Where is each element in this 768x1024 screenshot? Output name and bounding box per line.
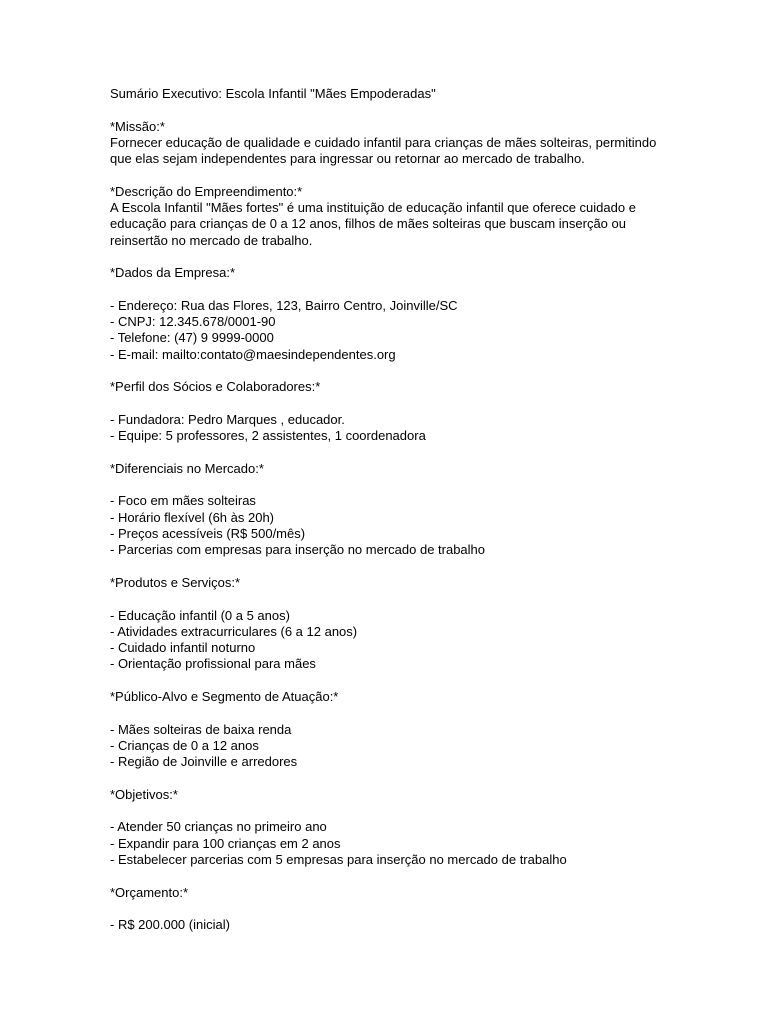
list-item: - Horário flexível (6h às 20h) <box>110 509 275 525</box>
list-dados <box>110 298 670 363</box>
spacer <box>110 445 670 461</box>
spacer <box>110 167 670 183</box>
document-page <box>110 86 670 933</box>
list-item-email: - E-mail: mailto:contato@maesindependentes.org <box>110 346 396 362</box>
list-item: - Atender 50 crianças no primeiro ano <box>110 819 327 835</box>
spacer <box>110 477 670 493</box>
spacer <box>110 396 670 412</box>
spacer <box>110 705 670 721</box>
spacer <box>110 363 670 379</box>
spacer <box>110 559 670 575</box>
section-heading-missao: *Missão:* <box>110 118 165 134</box>
list-item: - Foco em mães solteiras <box>110 493 256 509</box>
section-heading-dados: *Dados da Empresa:* <box>110 265 236 281</box>
list-produtos <box>110 608 670 673</box>
spacer <box>110 282 670 298</box>
list-item: - Região de Joinville e arredores <box>110 754 298 770</box>
spacer <box>110 868 670 884</box>
section-text-missao: Fornecer educação de qualidade e cuidado infantil para crianças de mães solteiras, permitindo que elas sejam independentes para ingressar ou retornar ao mercado de trabalho. <box>110 134 660 167</box>
list-item: - Cuidado infantil noturno <box>110 640 256 656</box>
list-item: - Fundadora: Pedro Marques , educador. <box>110 411 345 427</box>
section-heading-objetivos: *Objetivos:* <box>110 786 178 802</box>
list-publico <box>110 722 670 771</box>
list-item: - Estabelecer parcerias com 5 empresas para inserção no mercado de trabalho <box>110 851 567 867</box>
spacer <box>110 770 670 786</box>
list-objetivos <box>110 819 670 868</box>
list-item: - Crianças de 0 a 12 anos <box>110 737 259 753</box>
spacer <box>110 673 670 689</box>
list-item: - Endereço: Rua das Flores, 123, Bairro Centro, Joinville/SC <box>110 297 458 313</box>
section-text-descricao: A Escola Infantil "Mães fortes" é uma instituição de educação infantil que oferece cuidado e educação para crianças de 0 a 12 anos, filhos de mães solteiras que buscam inserção ou reinsertão no mercado de trabalho. <box>110 200 640 248</box>
section-heading-diferenciais: *Diferenciais no Mercado:* <box>110 460 264 476</box>
spacer <box>110 249 670 265</box>
section-heading-produtos: *Produtos e Serviços:* <box>110 574 241 590</box>
list-item: - Preços acessíveis (R$ 500/mês) <box>110 526 306 542</box>
list-orcamento <box>110 917 670 933</box>
section-heading-publico: *Público-Alvo e Segmento de Atuação:* <box>110 688 339 704</box>
list-perfil <box>110 412 670 445</box>
list-item: - Orientação profissional para mães <box>110 656 316 672</box>
list-item: - Parcerias com empresas para inserção no mercado de trabalho <box>110 542 486 558</box>
spacer <box>110 591 670 607</box>
list-item: - Atividades extracurriculares (6 a 12 anos) <box>110 623 358 639</box>
list-item: - Expandir para 100 crianças em 2 anos <box>110 835 341 851</box>
spacer <box>110 901 670 917</box>
list-item: - Educação infantil (0 a 5 anos) <box>110 607 290 623</box>
list-item: - Equipe: 5 professores, 2 assistentes, 1 coordenadora <box>110 428 426 444</box>
list-item: - R$ 200.000 (inicial) <box>110 917 230 933</box>
list-item: - Mães solteiras de baixa renda <box>110 721 292 737</box>
section-heading-orcamento: *Orçamento:* <box>110 884 189 900</box>
spacer <box>110 803 670 819</box>
section-heading-perfil: *Perfil dos Sócios e Colaboradores:* <box>110 379 321 395</box>
list-diferenciais <box>110 493 670 558</box>
document-title: Sumário Executivo: Escola Infantil "Mães Empoderadas" <box>110 86 436 101</box>
list-item: - CNPJ: 12.345.678/0001-90 <box>110 314 276 330</box>
list-item: - Telefone: (47) 9 9999-0000 <box>110 330 274 346</box>
section-heading-descricao: *Descrição do Empreendimento:* <box>110 183 303 199</box>
spacer <box>110 102 670 118</box>
